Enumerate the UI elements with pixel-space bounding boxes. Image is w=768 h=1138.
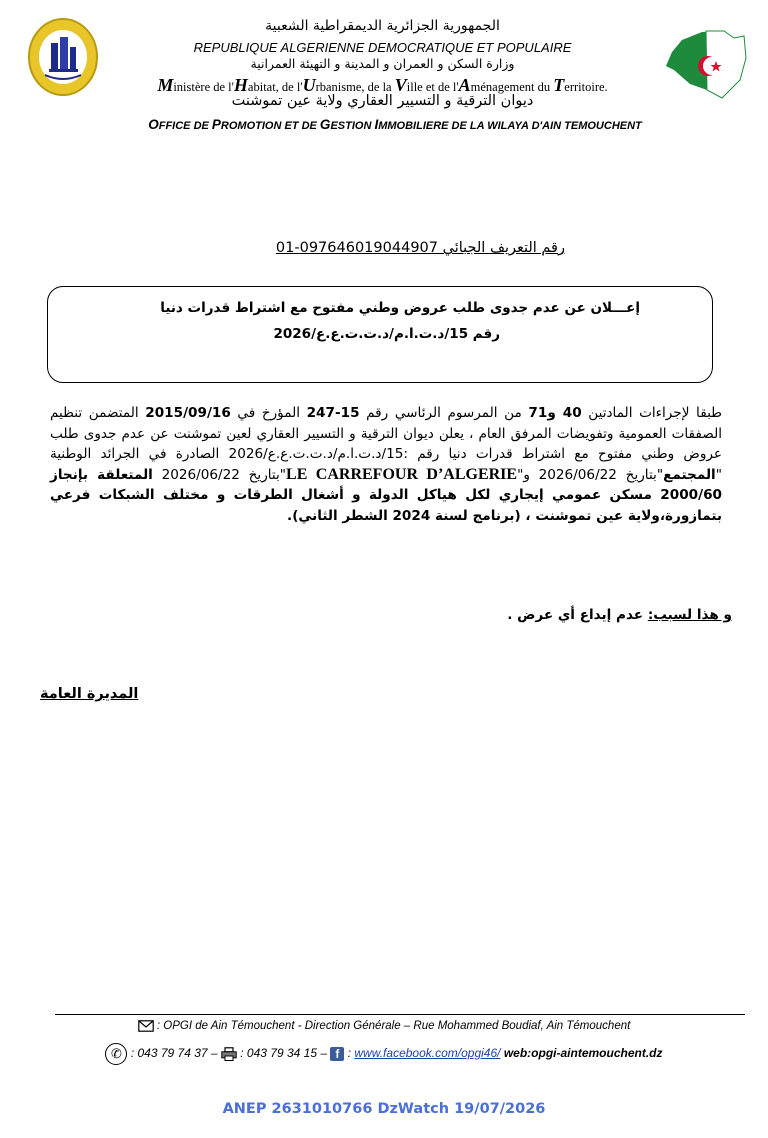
footer-address: : OPGI de Ain Témouchent - Direction Générale – Rue Mohammed Boudiaf, Ain Témouchent [0, 1020, 768, 1032]
facebook-icon: f [330, 1047, 344, 1061]
opgi-logo [27, 17, 99, 97]
phone-icon: ✆ [105, 1043, 127, 1065]
fax-icon [221, 1047, 237, 1061]
notice-body: طبقا لإجراءات المادتين 40 و71 من المرسوم الرئاسي رقم 15-247 المؤرخ في 2015/09/16 المتضمن تنظيم الصفقات العمومية وتفويضات المرفق العام ، يعلن ديوان الترقية و التسيير العقاري لعين تموشنت عن عدم جدوى طلب عروض وطني مفتوح مع اشتراط قدرات دنيا رقم :15/د.ت.ا.م/د.ت.ت.ع.ع/2026 الصادرة في الجرائد الوطنية "المجتمع"بتاريخ 2026/06/22 و"LE CARREFOUR D’ALGERIE"بتاريخ 2026/06/22 المتعلقة بإنجاز 2000/60 مسكن عمومي إيجاري لكل هياكل الدولة و أشغال الطرقات و مختلف الشبكات فرعي بتمازورة،ولاية عين تموشنت ، (برنامج لسنة 2024 الشطر الثاني). [50, 405, 722, 524]
header-fr-ministry: Ministère de l'Habitat, de l'Urbanisme, de la Ville et de l'Aménagement du Territoire. [157, 75, 608, 95]
anep-reference: ANEP 2631010766 DzWatch 19/07/2026 [222, 1101, 546, 1117]
header-fr-office: OFFICE DE PROMOTION ET DE GESTION IMMOBILIERE DE LA WILAYA D'AIN TEMOUCHENT [148, 117, 642, 132]
algeria-map-flag [662, 28, 750, 103]
notice-title: إعـــلان عن عدم جدوى طلب عروض وطني مفتوح مع اشتراط قدرات دنيا [160, 300, 640, 316]
notice-number: رقم 15/د.ت.ا.م/د.ت.ت.ع.ع/2026 [273, 326, 500, 342]
facebook-link[interactable]: www.facebook.com/opgi46/ [354, 1046, 501, 1061]
signature-title: المديرة العامة [40, 686, 139, 702]
website: web:opgi-aintemouchent.dz [503, 1046, 663, 1061]
tax-id: رقم التعريف الجبائي 097646019044907-01 [275, 240, 565, 256]
header-ar-office: ديوان الترقية و التسيير العقاري ولاية عين تموشنت [231, 93, 534, 109]
reason-line: و هذا لسبب: عدم إيداع أي عرض . [507, 607, 732, 623]
footer-divider [55, 1014, 745, 1015]
footer-contacts: ✆ : 043 79 74 37 – : 043 79 34 15 – f : www.facebook.com/opgi46/ web:opgi-aintemouchent.dz [0, 1043, 768, 1065]
header-ar-ministry: وزارة السكن و العمران و المدينة و التهيئة العمرانية [250, 56, 515, 71]
header-ar-republic: الجمهورية الجزائرية الديمقراطية الشعبية [265, 18, 500, 34]
header-fr-republic: REPUBLIQUE ALGERIENNE DEMOCRATIQUE ET POPULAIRE [193, 40, 572, 55]
envelope-icon [138, 1020, 154, 1032]
